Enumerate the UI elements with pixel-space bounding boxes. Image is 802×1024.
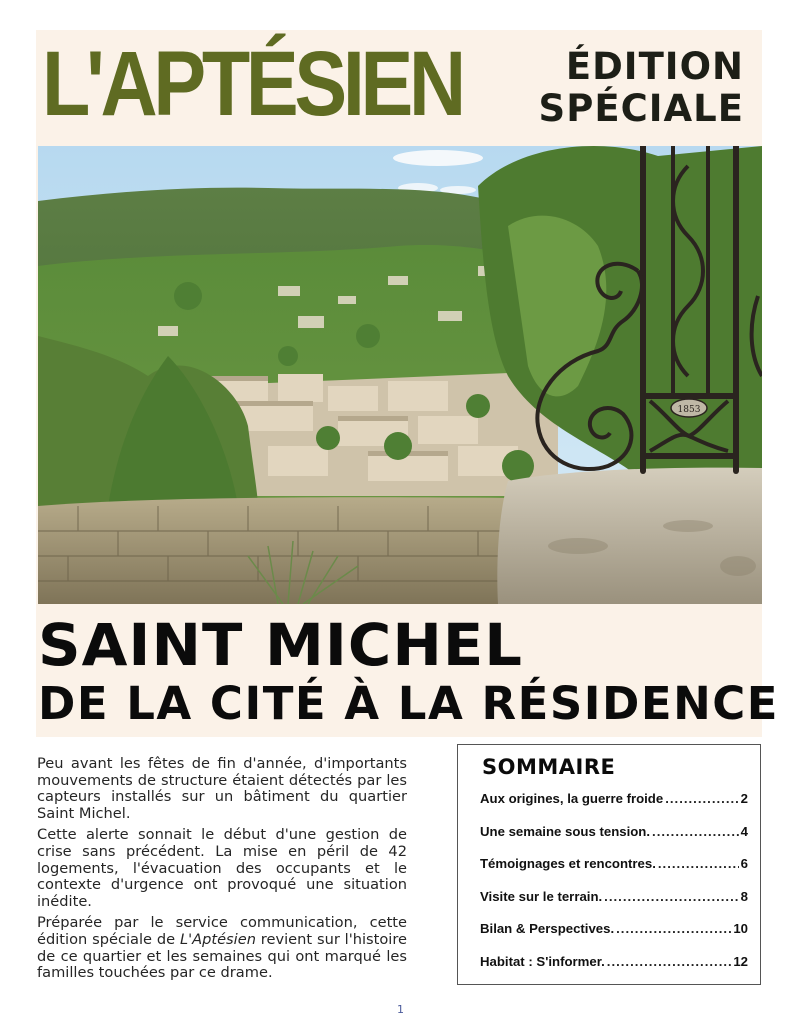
toc-item-page: 4 [740,823,748,839]
toc-item[interactable] [480,889,748,922]
table-of-contents [457,744,761,985]
toc-item[interactable] [480,824,748,857]
edition-label [539,46,744,130]
publication-title: L'APTÉSIEN [42,33,462,135]
cover-photo [38,146,762,604]
headline-line-2: DE LA CITÉ À LA RÉSIDENCE [38,677,780,730]
toc-leader-dots [607,954,732,969]
toc-item-label: Témoignages et rencontres. [480,856,656,872]
intro-p3-start: Préparée par le service communication, cette édition spéciale de [37,914,407,948]
intro-paragraph-3 [37,915,407,981]
toc-title: SOMMAIRE [482,755,616,779]
headline-line-1: SAINT MICHEL [38,611,524,679]
toc-item-page: 2 [740,791,748,806]
toc-leader-dots [658,856,739,871]
page-number: 1 [397,1003,404,1016]
intro-p3-end: revient sur l'histoire de ce quartier et les semaines qui ont marqué les familles touchées par ce drame. [37,930,408,982]
landscape-illustration [38,146,762,604]
toc-leader-dots [616,921,731,936]
toc-item-label: Aux origines, la guerre froide [480,791,664,806]
intro-paragraph-1: Peu avant les fêtes de fin d'année, d'importants mouvements de structure étaient détectés par les capteurs installés sur un bâtiment du quartier Saint Michel. [37,755,407,822]
toc-item-page: 8 [740,888,748,904]
toc-leader-dots [604,889,738,904]
toc-item-label: Une semaine sous tension. [480,823,651,839]
edition-line-1: ÉDITION [565,45,744,88]
headline [38,612,779,732]
toc-item-label: Visite sur le terrain. [480,888,603,904]
toc-item[interactable] [480,856,748,889]
toc-item[interactable] [480,791,748,824]
edition-line-2: SPÉCIALE [538,87,744,130]
toc-item-label: Bilan & Perspectives. [480,921,615,937]
toc-item-label: Habitat : S'informer. [480,953,605,969]
toc-item-page: 12 [733,953,748,969]
toc-list [480,791,748,987]
intro-text [37,756,407,987]
toc-leader-dots [665,791,738,806]
toc-item-page: 6 [740,856,748,872]
toc-item-page: 10 [733,921,748,937]
gate-plaque-text: 1853 [677,405,701,415]
publication-name-italic: L'Aptésien [179,930,256,948]
intro-paragraph-2: Cette alerte sonnait le début d'une gestion de crise sans précédent. La mise en péril de 42 logements, l'évacuation des occupants et le contexte d'urgence ont provoqué une situation inédite. [37,826,407,910]
toc-leader-dots [652,824,739,839]
toc-item[interactable] [480,921,748,954]
toc-item[interactable] [480,954,748,987]
